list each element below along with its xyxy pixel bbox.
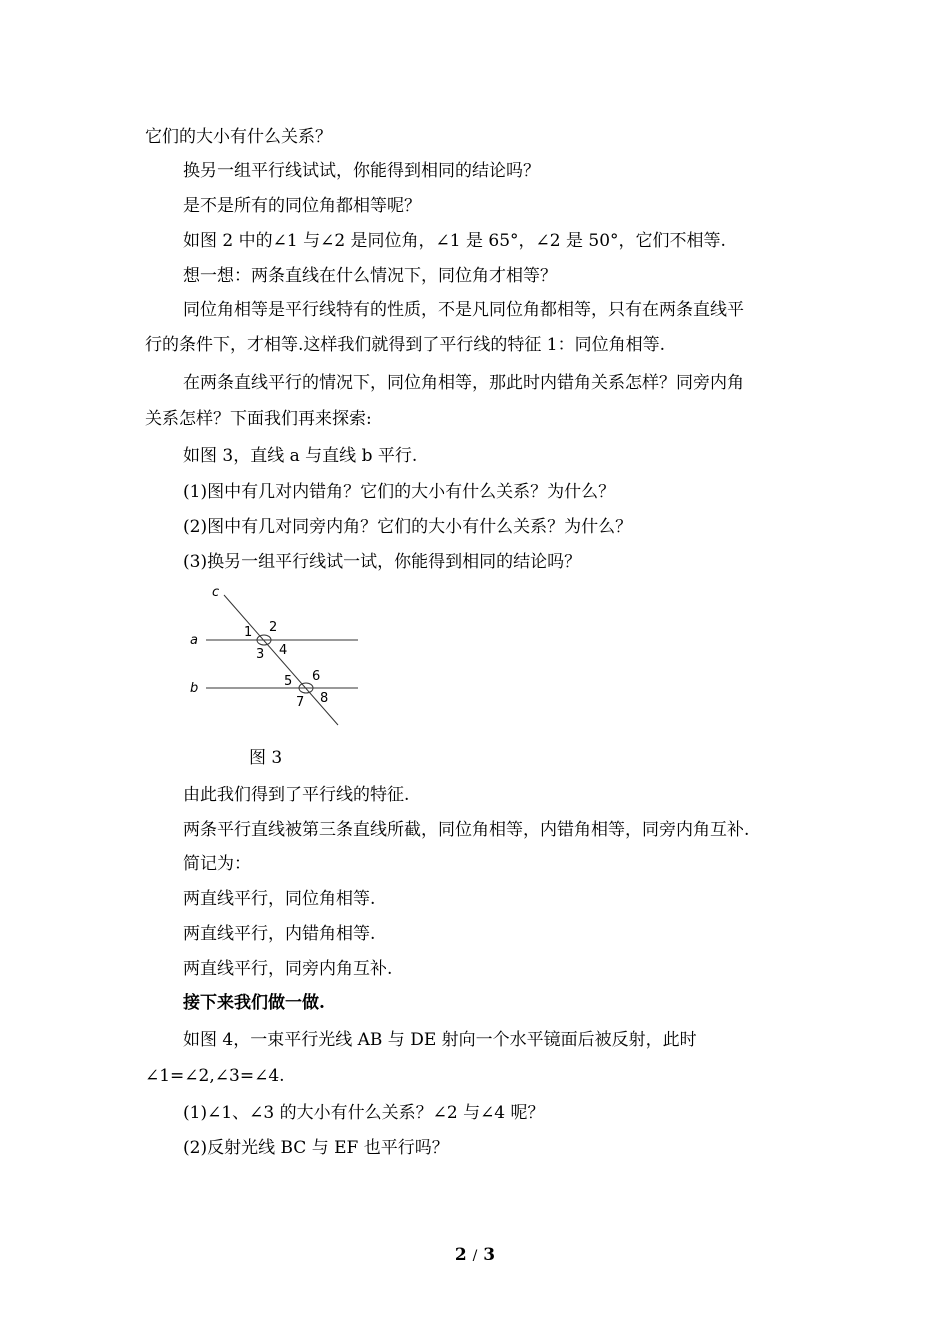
paragraph: 想一想：两条直线在什么情况下，同位角才相等？	[183, 266, 557, 286]
paragraph: 在两条直线平行的情况下，同位角相等，那此时内错角关系怎样？同旁内角	[183, 373, 744, 393]
paragraph: 同位角相等是平行线特有的性质，不是凡同位角都相等，只有在两条直线平	[183, 300, 744, 320]
current-page: 2	[454, 1245, 467, 1265]
paragraph: (3)换另一组平行线试一试，你能得到相同的结论吗？	[183, 552, 582, 572]
angle-label-7: 7	[296, 695, 305, 710]
paragraph: 如图 3，直线 a 与直线 b 平行.	[183, 446, 418, 466]
paragraph: (2)图中有几对同旁内角？它们的大小有什么关系？为什么？	[183, 517, 633, 537]
angle-label-5: 5	[284, 674, 293, 689]
paragraph: 由此我们得到了平行线的特征.	[183, 785, 410, 805]
section-heading: 接下来我们做一做.	[183, 993, 325, 1013]
paragraph: 关系怎样？下面我们再来探索:	[145, 409, 372, 429]
total-pages: 3	[483, 1245, 496, 1265]
paragraph: 它们的大小有什么关系？	[145, 127, 332, 147]
paragraph: (1)图中有几对内错角？它们的大小有什么关系？为什么？	[183, 482, 616, 502]
angle-label-6: 6	[312, 669, 321, 684]
paragraph: 两直线平行，内错角相等.	[183, 924, 376, 944]
paragraph: 如图 4，一束平行光线 AB 与 DE 射向一个水平镜面后被反射，此时	[183, 1030, 697, 1050]
paragraph: 如图 2 中的∠1 与∠2 是同位角，∠1 是 65°，∠2 是 50°，它们不相等.	[183, 231, 726, 251]
parallel-lines-figure	[186, 580, 366, 730]
paragraph: 两直线平行，同旁内角互补.	[183, 959, 393, 979]
page-number	[0, 1243, 950, 1268]
label-c: c	[212, 585, 220, 600]
paragraph: (1)∠1、∠3 的大小有什么关系？∠2 与∠4 呢？	[183, 1103, 545, 1123]
angle-label-4: 4	[279, 643, 288, 658]
angle-label-1: 1	[244, 625, 253, 640]
label-b: b	[190, 681, 199, 696]
label-a: a	[190, 633, 198, 648]
paragraph: 简记为：	[183, 854, 251, 874]
figure-caption: 图 3	[249, 748, 283, 768]
paragraph: ∠1=∠2,∠3=∠4.	[145, 1066, 285, 1086]
paragraph: 行的条件下，才相等.这样我们就得到了平行线的特征 1：同位角相等.	[145, 335, 666, 355]
paragraph: 换另一组平行线试试，你能得到相同的结论吗？	[183, 161, 540, 181]
angle-label-8: 8	[320, 691, 329, 706]
paragraph: (2)反射光线 BC 与 EF 也平行吗？	[183, 1138, 449, 1158]
angle-label-2: 2	[269, 620, 278, 635]
paragraph: 两直线平行，同位角相等.	[183, 889, 376, 909]
paragraph: 两条平行直线被第三条直线所截，同位角相等，内错角相等，同旁内角互补.	[183, 820, 750, 840]
angle-label-3: 3	[256, 647, 265, 662]
page-separator: /	[472, 1248, 478, 1264]
paragraph: 是不是所有的同位角都相等呢？	[183, 196, 421, 216]
